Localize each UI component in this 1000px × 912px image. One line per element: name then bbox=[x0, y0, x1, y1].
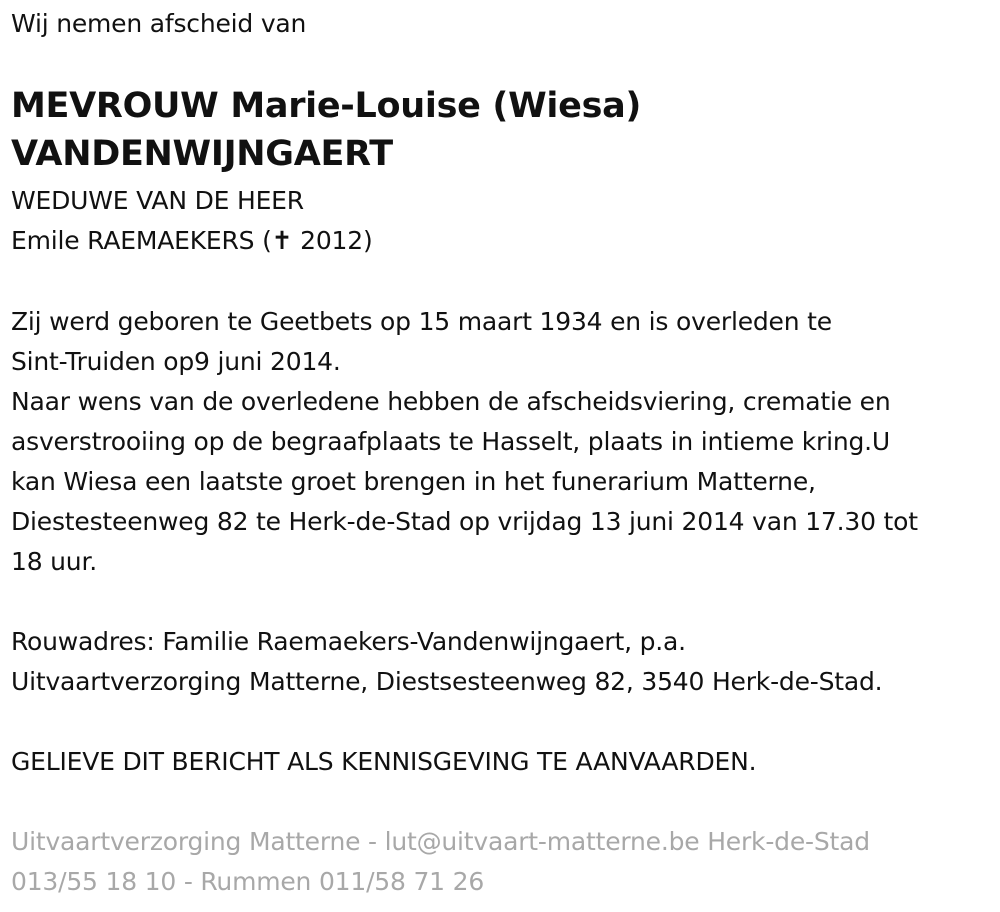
body-line: Zij werd geboren te Geetbets op 15 maart 1934 en is overleden te bbox=[11, 307, 832, 336]
body-line: Diestesteenweg 82 te Herk-de-Stad op vrijdag 13 juni 2014 van 17.30 tot bbox=[11, 507, 918, 536]
body-line: 18 uur. bbox=[11, 547, 97, 576]
footer-line: 013/55 18 10 - Rummen 011/58 71 26 bbox=[11, 867, 485, 896]
spouse-text: Emile RAEMAEKERS (✝ 2012) bbox=[11, 226, 373, 255]
intro-text: Wij nemen afscheid van bbox=[11, 9, 307, 38]
body-line: Naar wens van de overledene hebben de afscheidsviering, crematie en bbox=[11, 387, 891, 416]
deceased-name-line-2: VANDENWIJNGAERT bbox=[11, 134, 393, 174]
notice-text: GELIEVE DIT BERICHT ALS KENNISGEVING TE AANVAARDEN. bbox=[11, 747, 757, 776]
body-line: asverstrooiing op de begraafplaats te Hasselt, plaats in intieme kring.U bbox=[11, 427, 891, 456]
body-line: kan Wiesa een laatste groet brengen in het funerarium Matterne, bbox=[11, 467, 816, 496]
body-line: Sint-Truiden op9 juni 2014. bbox=[11, 347, 341, 376]
address-line: Rouwadres: Familie Raemaekers-Vandenwijngaert, p.a. bbox=[11, 627, 686, 656]
relation-text: WEDUWE VAN DE HEER bbox=[11, 186, 304, 215]
footer-line: Uitvaartverzorging Matterne - lut@uitvaart-matterne.be Herk-de-Stad bbox=[11, 827, 870, 856]
deceased-name-line-1: MEVROUW Marie-Louise (Wiesa) bbox=[11, 86, 642, 126]
address-line: Uitvaartverzorging Matterne, Diestsesteenweg 82, 3540 Herk-de-Stad. bbox=[11, 667, 883, 696]
